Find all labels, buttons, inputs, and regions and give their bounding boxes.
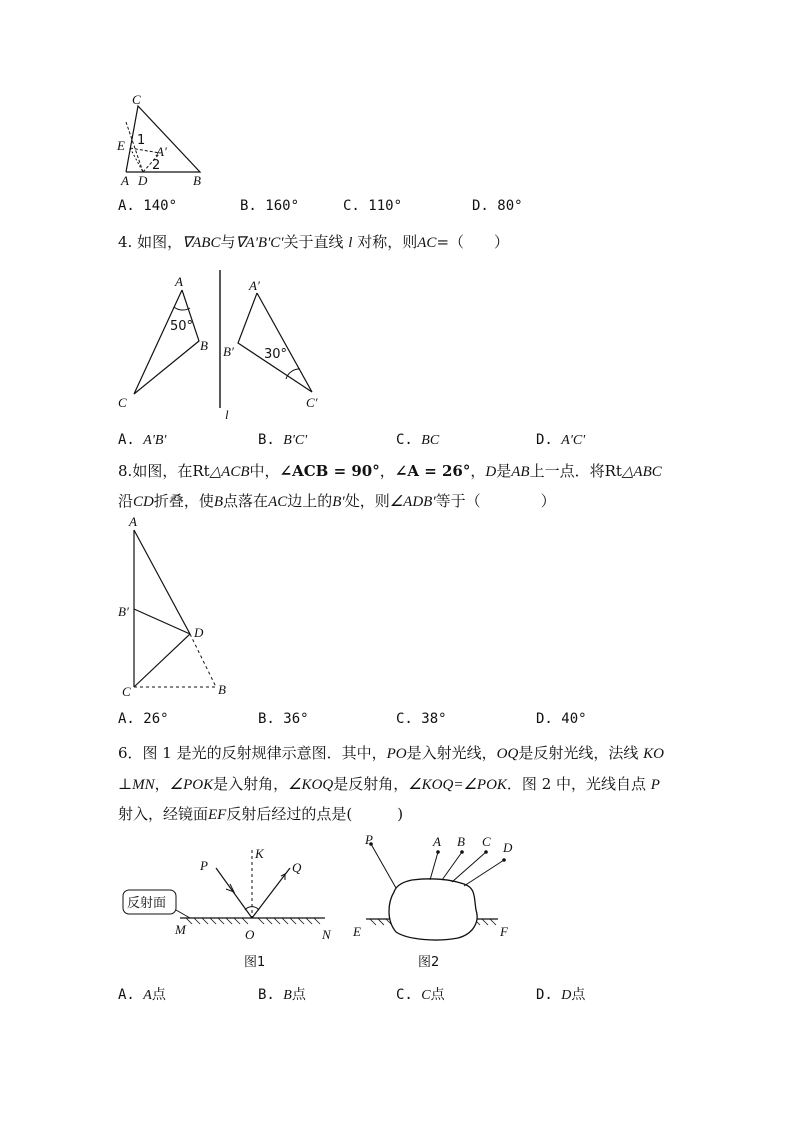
q3-option-a: A. 140° (118, 198, 178, 214)
q4-option-d: D. A'C' (536, 432, 586, 448)
q8-option-a: A. 26° (118, 711, 169, 727)
q4-label-B: B (200, 338, 208, 353)
q4-symmetry-figure (110, 268, 340, 423)
q6-option-d: D. D点 (536, 987, 586, 1003)
q6-figure-2 (348, 830, 528, 970)
q8-option-b: B. 36° (258, 711, 309, 727)
q6-fig2-caption: 图2 (418, 955, 440, 970)
q6-fig2-label-F: F (500, 924, 508, 939)
q4-label-B2: B′ (223, 344, 234, 359)
q3-option-b: B. 160° (240, 198, 300, 214)
q8-question-line1: 8.如图，在Rt△ACB中，∠ACB = 90°，∠A = 26°，D是AB上一点．将Rt△ABC (118, 462, 662, 480)
q3-option-d: D. 80° (472, 198, 523, 214)
q8-option-c: C. 38° (396, 711, 447, 727)
q6-option-b: B. B点 (258, 987, 306, 1003)
q4-option-c: C. BC (396, 432, 440, 448)
q8-label-B: B (218, 682, 226, 697)
q3-label-A: A (121, 173, 129, 188)
q4-angle-C2: 30° (264, 347, 288, 362)
q8-label-A: A (129, 514, 137, 529)
q6-fig1-mirror-label: 反射面 (127, 896, 167, 911)
q4-label-A2: A′ (249, 278, 260, 293)
q6-option-c: C. C点 (396, 987, 445, 1003)
q6-option-a: A. A点 (118, 987, 166, 1003)
q4-label-C: C (118, 395, 127, 410)
q3-label-B: B (193, 173, 201, 188)
q6-fig1-label-P: P (200, 858, 208, 873)
q3-label-E: E (117, 138, 125, 153)
q6-fig1-label-N: N (322, 927, 331, 942)
q6-fig2-label-P: P (365, 832, 373, 847)
q6-fig2-label-A: A (433, 834, 441, 849)
q4-option-b: B. B'C' (258, 432, 308, 448)
q6-figure-1 (120, 840, 350, 970)
q6-fig2-label-C: C (482, 834, 491, 849)
q6-fig2-label-D: D (503, 840, 513, 855)
q4-label-l: l (225, 407, 229, 422)
q4-angle-A: 50° (170, 319, 194, 334)
q3-label-D: D (138, 173, 148, 188)
q8-option-d: D. 40° (536, 711, 587, 727)
q3-label-2: 2 (152, 158, 161, 173)
q6-fig1-label-Q: Q (292, 860, 302, 875)
q6-fig1-label-O: O (245, 927, 255, 942)
q6-fig1-caption: 图1 (244, 955, 266, 970)
q8-label-C: C (122, 684, 131, 699)
q8-question-line2: 沿CD折叠，使B点落在AC边上的B′处，则∠ADB′等于（ ） (118, 492, 556, 510)
q3-triangle-figure (110, 92, 210, 187)
q6-fig2-label-B: B (457, 834, 465, 849)
q3-label-1: 1 (137, 133, 146, 148)
q4-option-a: A. A'B' (118, 432, 167, 448)
q6-fig2-label-E: E (353, 924, 361, 939)
q6-question-line1: 6．图 1 是光的反射规律示意图．其中，PO是入射光线，OQ是反射光线，法线 KO (118, 744, 664, 762)
q4-question: 4. 如图，∇ABC与∇A'B'C'关于直线 l 对称，则AC=（ ） (118, 233, 510, 251)
q3-label-C: C (132, 92, 141, 107)
q6-question-line2: ⊥MN，∠POK是入射角，∠KOQ是反射角，∠KOQ=∠POK．图 2 中，光线自点 P (118, 775, 660, 793)
q8-fold-figure (112, 514, 242, 699)
q3-option-c: C. 110° (343, 198, 403, 214)
q8-label-Bp: B′ (118, 604, 129, 619)
q6-fig1-label-K: K (255, 846, 264, 861)
q4-label-A: A (175, 274, 183, 289)
q6-fig1-label-M: M (175, 922, 186, 937)
q4-label-C2: C′ (306, 395, 318, 410)
q3-label-Aprime: A′ (156, 144, 167, 159)
q8-label-D: D (194, 625, 204, 640)
q6-question-line3: 射入，经镜面EF反射后经过的点是( ) (118, 805, 404, 823)
